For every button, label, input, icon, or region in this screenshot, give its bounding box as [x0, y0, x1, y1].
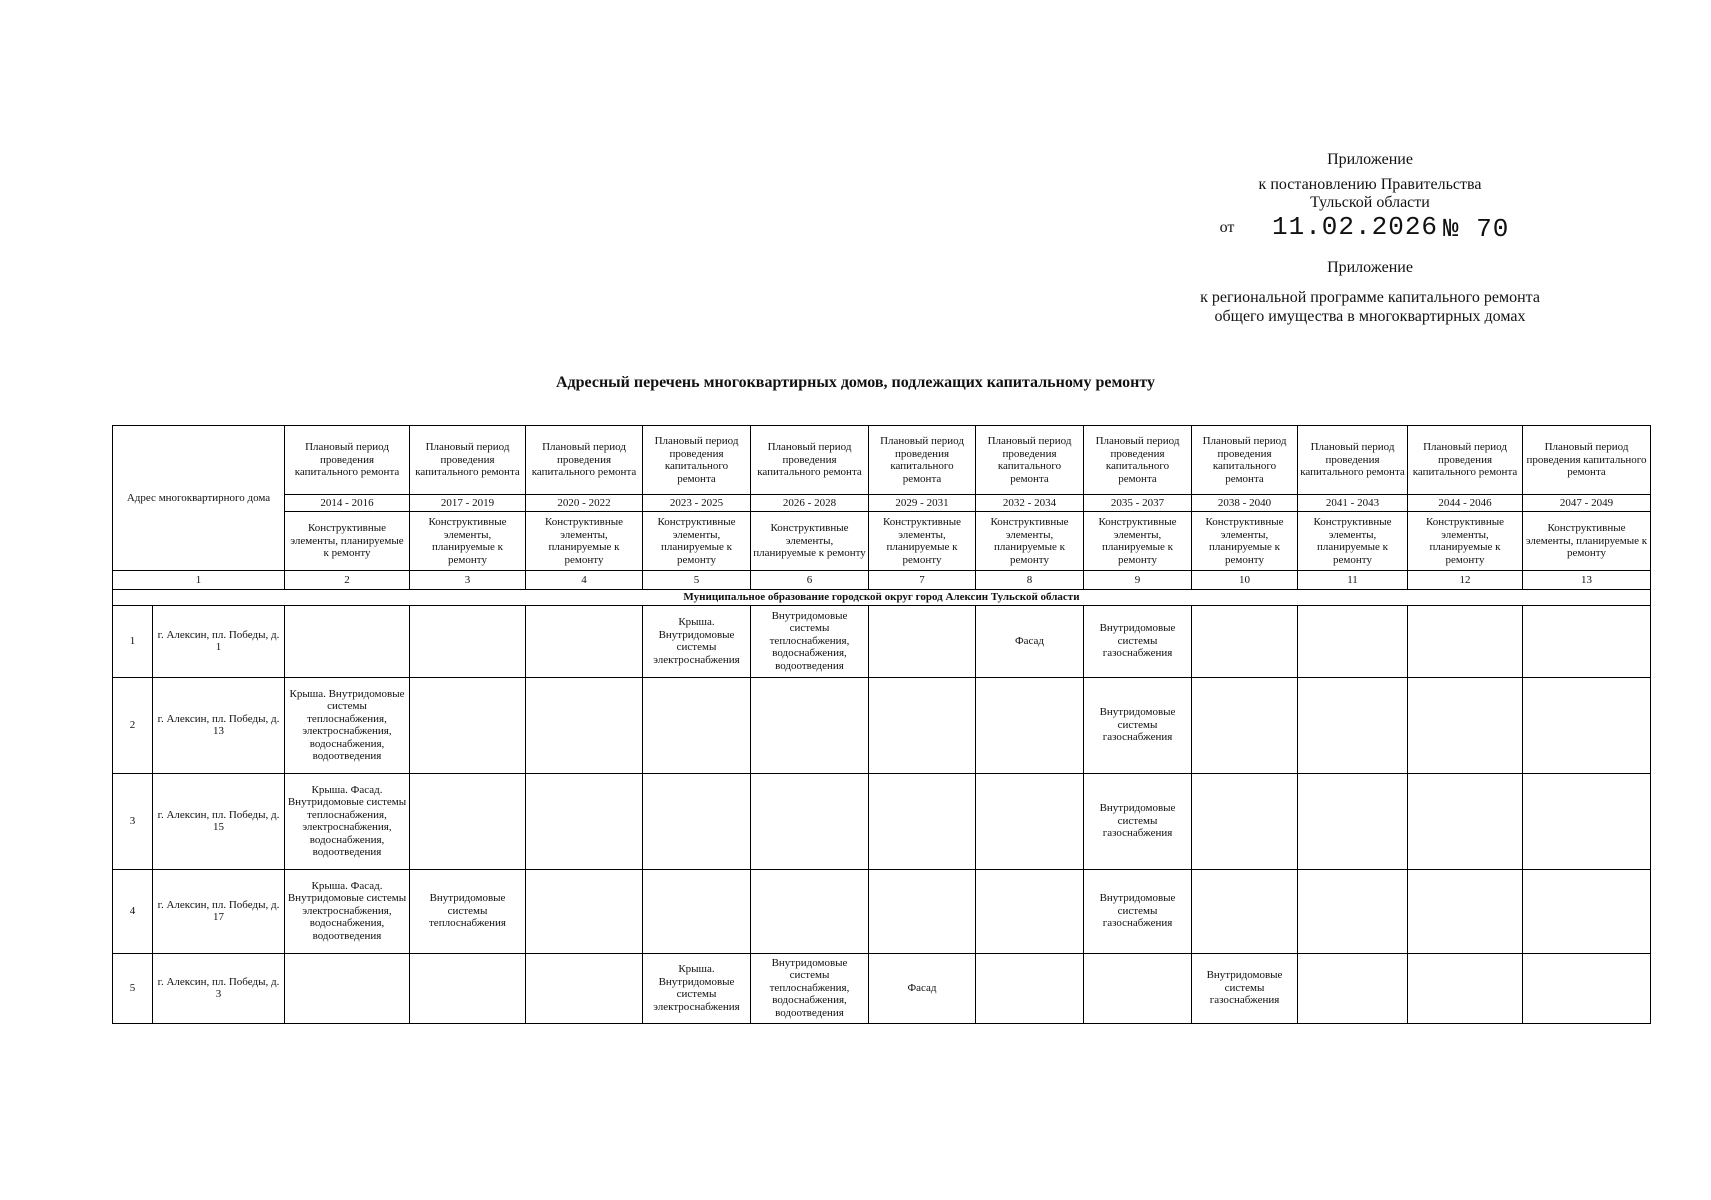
table-cell	[410, 953, 526, 1023]
table-cell	[1298, 773, 1408, 869]
table-cell	[1192, 605, 1298, 677]
period-years: 2047 - 2049	[1523, 495, 1651, 512]
column-number: 8	[976, 571, 1084, 590]
table-cell	[285, 953, 410, 1023]
table-cell: Крыша. Внутридомовые системы электроснабжения	[643, 953, 751, 1023]
table-cell	[643, 773, 751, 869]
table-cell: Внутридомовые системы теплоснабжения	[410, 869, 526, 953]
table-cell	[526, 677, 643, 773]
period-years: 2014 - 2016	[285, 495, 410, 512]
decree-line-2: Тульской области	[1310, 194, 1430, 211]
elements-header: Конструктивные элементы, планируемые к ремонту	[526, 512, 643, 571]
row-address: г. Алексин, пл. Победы, д. 17	[153, 869, 285, 953]
table-cell: Крыша. Внутридомовые системы теплоснабжения, электроснабжения, водоснабжения, водоотведения	[285, 677, 410, 773]
table-row	[113, 869, 1651, 953]
table-cell	[976, 773, 1084, 869]
period-years: 2029 - 2031	[869, 495, 976, 512]
row-number: 4	[113, 869, 153, 953]
table-cell	[976, 677, 1084, 773]
period-years: 2032 - 2034	[976, 495, 1084, 512]
table-cell	[1192, 677, 1298, 773]
header-row-years	[113, 495, 1651, 512]
table-cell: Внутридомовые системы газоснабжения	[1084, 677, 1192, 773]
decree-date: 11.02.2026	[1272, 212, 1439, 242]
row-number: 5	[113, 953, 153, 1023]
table-cell	[410, 773, 526, 869]
appendix-label: Приложение	[1327, 151, 1413, 168]
column-number: 4	[526, 571, 643, 590]
table-cell	[1523, 773, 1651, 869]
table-cell	[285, 605, 410, 677]
period-years: 2044 - 2046	[1408, 495, 1523, 512]
table-cell	[1298, 605, 1408, 677]
table-cell	[526, 605, 643, 677]
elements-header: Конструктивные элементы, планируемые к ремонту	[1298, 512, 1408, 571]
period-years: 2020 - 2022	[526, 495, 643, 512]
section-row	[113, 590, 1651, 606]
column-number: 5	[643, 571, 751, 590]
table-cell: Крыша. Внутридомовые системы электроснабжения	[643, 605, 751, 677]
column-number: 10	[1192, 571, 1298, 590]
row-number: 2	[113, 677, 153, 773]
period-header: Плановый период проведения капитального ремонта	[285, 426, 410, 495]
table-cell	[869, 869, 976, 953]
period-years: 2017 - 2019	[410, 495, 526, 512]
elements-header: Конструктивные элементы, планируемые к ремонту	[285, 512, 410, 571]
table-cell	[976, 953, 1084, 1023]
row-address: г. Алексин, пл. Победы, д. 1	[153, 605, 285, 677]
elements-header: Конструктивные элементы, планируемые к ремонту	[410, 512, 526, 571]
period-header: Плановый период проведения капитального ремонта	[751, 426, 869, 495]
table-cell	[1298, 953, 1408, 1023]
period-header: Плановый период проведения капитального ремонта	[1408, 426, 1523, 495]
table-cell	[1298, 869, 1408, 953]
period-header: Плановый период проведения капитального ремонта	[1084, 426, 1192, 495]
table-cell	[643, 677, 751, 773]
table-cell	[869, 605, 976, 677]
period-header: Плановый период проведения капитального ремонта	[410, 426, 526, 495]
table-cell	[1408, 677, 1523, 773]
table-row	[113, 677, 1651, 773]
appendix-label-2: Приложение	[1327, 259, 1413, 276]
column-number: 7	[869, 571, 976, 590]
decree-number: № 70	[1443, 214, 1510, 244]
period-header: Плановый период проведения капитального ремонта	[869, 426, 976, 495]
table-cell	[976, 869, 1084, 953]
table-cell: Внутридомовые системы газоснабжения	[1084, 773, 1192, 869]
table-cell: Внутридомовые системы теплоснабжения, водоснабжения, водоотведения	[751, 605, 869, 677]
program-line-2: общего имущества в многоквартирных домах	[1214, 308, 1526, 325]
column-number: 3	[410, 571, 526, 590]
row-address: г. Алексин, пл. Победы, д. 3	[153, 953, 285, 1023]
period-years: 2041 - 2043	[1298, 495, 1408, 512]
column-number: 12	[1408, 571, 1523, 590]
period-years: 2026 - 2028	[751, 495, 869, 512]
address-header: Адрес многоквартирного дома	[113, 426, 285, 571]
table-cell	[1523, 869, 1651, 953]
table-cell: Фасад	[869, 953, 976, 1023]
table-cell: Фасад	[976, 605, 1084, 677]
elements-header: Конструктивные элементы, планируемые к ремонту	[1523, 512, 1651, 571]
table-cell: Внутридомовые системы газоснабжения	[1084, 605, 1192, 677]
elements-header: Конструктивные элементы, планируемые к ремонту	[1192, 512, 1298, 571]
table-cell	[1084, 953, 1192, 1023]
period-years: 2023 - 2025	[643, 495, 751, 512]
row-address: г. Алексин, пл. Победы, д. 15	[153, 773, 285, 869]
period-header: Плановый период проведения капитального ремонта	[1298, 426, 1408, 495]
period-header: Плановый период проведения капитального ремонта	[976, 426, 1084, 495]
period-header: Плановый период проведения капитального ремонта	[526, 426, 643, 495]
table-cell	[1408, 773, 1523, 869]
table-cell	[751, 773, 869, 869]
elements-header: Конструктивные элементы, планируемые к ремонту	[1084, 512, 1192, 571]
table-cell	[643, 869, 751, 953]
table-cell	[1523, 953, 1651, 1023]
table-cell	[1192, 773, 1298, 869]
row-address: г. Алексин, пл. Победы, д. 13	[153, 677, 285, 773]
page-title: Адресный перечень многоквартирных домов, подлежащих капитальному ремонту	[556, 374, 1155, 391]
period-years: 2038 - 2040	[1192, 495, 1298, 512]
table-cell	[1408, 605, 1523, 677]
table-cell	[526, 953, 643, 1023]
elements-header: Конструктивные элементы, планируемые к ремонту	[869, 512, 976, 571]
elements-header: Конструктивные элементы, планируемые к ремонту	[751, 512, 869, 571]
table-cell: Крыша. Фасад. Внутридомовые системы теплоснабжения, электроснабжения, водоснабжения, водоотведения	[285, 773, 410, 869]
period-header: Плановый период проведения капитального ремонта	[1192, 426, 1298, 495]
municipality-title: Муниципальное образование городской округ город Алексин Тульской области	[113, 590, 1651, 606]
column-number: 13	[1523, 571, 1651, 590]
row-number: 3	[113, 773, 153, 869]
date-prefix: от	[1219, 219, 1235, 236]
table-cell: Внутридомовые системы теплоснабжения, водоснабжения, водоотведения	[751, 953, 869, 1023]
table-cell	[751, 869, 869, 953]
period-header: Плановый период проведения капитального ремонта	[643, 426, 751, 495]
table-cell: Внутридомовые системы газоснабжения	[1192, 953, 1298, 1023]
column-number: 1	[113, 571, 285, 590]
period-header: Плановый период проведения капитального ремонта	[1523, 426, 1651, 495]
column-number: 2	[285, 571, 410, 590]
table-row	[113, 773, 1651, 869]
row-number: 1	[113, 605, 153, 677]
table-cell	[1523, 605, 1651, 677]
repair-schedule-table	[112, 425, 1651, 1024]
table-cell	[869, 677, 976, 773]
table-cell	[410, 677, 526, 773]
column-number-row	[113, 571, 1651, 590]
header-row-elements	[113, 512, 1651, 571]
table-row	[113, 953, 1651, 1023]
table-cell	[1408, 869, 1523, 953]
elements-header: Конструктивные элементы, планируемые к ремонту	[643, 512, 751, 571]
elements-header: Конструктивные элементы, планируемые к ремонту	[1408, 512, 1523, 571]
column-number: 6	[751, 571, 869, 590]
table-cell: Крыша. Фасад. Внутридомовые системы электроснабжения, водоснабжения, водоотведения	[285, 869, 410, 953]
table-cell	[869, 773, 976, 869]
header-row-periods	[113, 426, 1651, 495]
period-years: 2035 - 2037	[1084, 495, 1192, 512]
decree-line-1: к постановлению Правительства	[1258, 176, 1482, 193]
table-cell	[1523, 677, 1651, 773]
table-cell	[1192, 869, 1298, 953]
table-cell	[751, 677, 869, 773]
elements-header: Конструктивные элементы, планируемые к ремонту	[976, 512, 1084, 571]
table-cell	[1408, 953, 1523, 1023]
table-cell: Внутридомовые системы газоснабжения	[1084, 869, 1192, 953]
table-row	[113, 605, 1651, 677]
table-cell	[1298, 677, 1408, 773]
column-number: 11	[1298, 571, 1408, 590]
table-cell	[526, 869, 643, 953]
column-number: 9	[1084, 571, 1192, 590]
table-cell	[526, 773, 643, 869]
program-line-1: к региональной программе капитального ремонта	[1200, 289, 1540, 306]
table-cell	[410, 605, 526, 677]
